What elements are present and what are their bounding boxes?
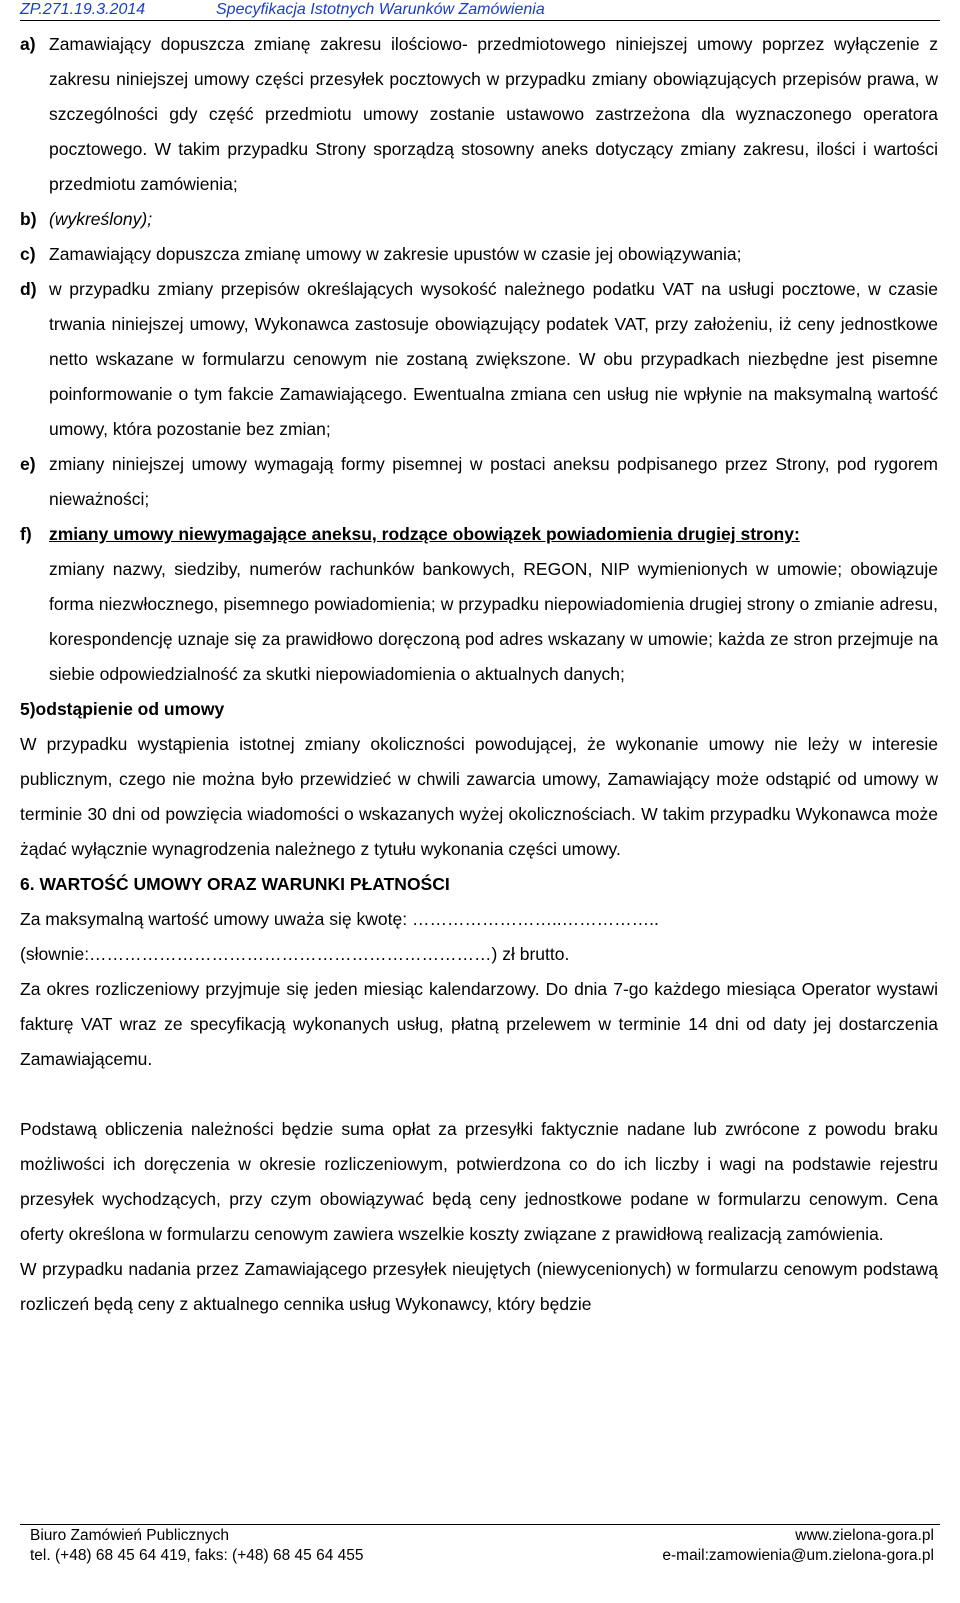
item-text: (wykreślony); bbox=[49, 209, 153, 229]
contract-value-line: Za maksymalną wartość umowy uważa się kwotę: ……………………..…………….. bbox=[20, 909, 659, 929]
item-content bbox=[49, 517, 938, 692]
footer-divider bbox=[20, 1524, 940, 1525]
list-item-e bbox=[20, 447, 938, 517]
item-marker: d) bbox=[20, 279, 37, 299]
list-item-d bbox=[20, 272, 938, 447]
item-heading: zmiany umowy niewymagające aneksu, rodzące obowiązek powiadomienia drugiej strony: bbox=[49, 524, 800, 544]
item-text: w przypadku zmiany przepisów określających wysokość należnego podatku VAT na usługi pocztowe, w czasie trwania niniejszej umowy, Wykonawca zastosuje obowiązujący podatek VAT, przy założeniu, iż ceny jednostkowe netto wskazane w formularzu cenowym nie zostaną zwiększone. W obu przypadkach niezbędne jest pisemne poinformowanie o tym fakcie Zamawiającego. Ewentualna zmiana cen usług nie wpłynie na maksymalną wartość umowy, która pozostanie bez zmian; bbox=[49, 279, 938, 439]
document-reference: ZP.271.19.3.2014 bbox=[20, 1, 146, 18]
item-text: Zamawiający dopuszcza zmianę zakresu ilościowo- przedmiotowego niniejszej umowy poprzez wyłączenie z zakresu niniejszej umowy części przesyłek pocztowych w przypadku zmiany obowiązujących przepisów prawa, w szczególności gdy część przedmiotu umowy zostanie ustawowo zastrzeżona dla wyznaczonego operatora pocztowego. W takim przypadku Strony sporządzą stosowny aneks dotyczący zmiany zakresu, ilości i wartości przedmiotu zamówienia; bbox=[49, 34, 938, 194]
item-text: Zamawiający dopuszcza zmianę umowy w zakresie upustów w czasie jej obowiązywania; bbox=[49, 244, 742, 264]
item-text: zmiany nazwy, siedziby, numerów rachunków bankowych, REGON, NIP wymienionych w umowie; obowiązuje forma niezwłocznego, pisemnego powiadomienia; w przypadku niepowiadomienia drugiej strony o zmianie adresu, korespondencję uznaje się za prawidłowo doręczoną pod adres wskazany w umowie; każda ze stron przejmuje na siebie odpowiedzialność za skutki niepowiadomienia o aktualnych danych; bbox=[49, 559, 938, 684]
item-marker: f) bbox=[20, 524, 32, 544]
section-heading-5: 5)odstąpienie od umowy bbox=[20, 699, 225, 719]
footer-office: Biuro Zamówień Publicznych bbox=[30, 1527, 230, 1544]
list-item-f bbox=[20, 517, 938, 692]
page-header bbox=[20, 0, 940, 20]
list-item-a bbox=[20, 27, 938, 202]
footer-website: www.zielona-gora.pl bbox=[795, 1527, 934, 1544]
item-marker: c) bbox=[20, 244, 36, 264]
unpriced-items-paragraph: W przypadku nadania przez Zamawiającego przesyłek nieujętych (niewycenionych) w formularzu cenowym podstawą rozliczeń będą ceny z aktualnego cennika usług Wykonawcy, który będzie bbox=[20, 1259, 938, 1314]
contract-value-words-line: (słownie:……………………………………………………………) zł brutto. bbox=[20, 944, 570, 964]
list-item-c bbox=[20, 237, 938, 272]
section-5-paragraph: W przypadku wystąpienia istotnej zmiany okoliczności powodującej, że wykonanie umowy nie leży w interesie publicznym, czego nie można było przewidzieć w chwili zawarcia umowy, Zamawiający może odstąpić od umowy w terminie 30 dni od powzięcia wiadomości o wskazanych wyżej okolicznościach. W takim przypadku Wykonawca może żądać wyłącznie wynagrodzenia należnego z tytułu wykonania części umowy. bbox=[20, 734, 938, 859]
section-heading-6: 6. WARTOŚĆ UMOWY ORAZ WARUNKI PŁATNOŚCI bbox=[20, 874, 450, 894]
item-text: zmiany niniejszej umowy wymagają formy pisemnej w postaci aneksu podpisanego przez Strony, pod rygorem nieważności; bbox=[49, 454, 938, 509]
list-item-b bbox=[20, 202, 938, 237]
item-marker: b) bbox=[20, 209, 37, 229]
item-marker: a) bbox=[20, 34, 36, 54]
billing-period-paragraph: Za okres rozliczeniowy przyjmuje się jeden miesiąc kalendarzowy. Do dnia 7-go każdego miesiąca Operator wystawi fakturę VAT wraz ze specyfikacją wykonanych usług, płatną przelewem w terminie 14 dni od daty jej dostarczenia Zamawiającemu. bbox=[20, 979, 938, 1069]
document-title: Specyfikacja Istotnych Warunków Zamówienia bbox=[216, 1, 545, 18]
document-body bbox=[20, 27, 938, 1322]
page-footer bbox=[30, 1526, 934, 1566]
footer-email: e-mail:zamowienia@um.zielona-gora.pl bbox=[662, 1547, 934, 1564]
payment-basis-paragraph: Podstawą obliczenia należności będzie suma opłat za przesyłki faktycznie nadane lub zwrócone z powodu braku możliwości ich doręczenia w okresie rozliczeniowym, potwierdzona co do ich liczby i wagi na podstawie rejestru przesyłek wychodzących, przy czym obowiązywać będą ceny jednostkowe podane w formularzu cenowym. Cena oferty określona w formularzu cenowym zawiera wszelkie koszty związane z prawidłową realizacją zamówienia. bbox=[20, 1119, 938, 1244]
footer-phone: tel. (+48) 68 45 64 419, faks: (+48) 68 45 64 455 bbox=[30, 1547, 364, 1564]
item-marker: e) bbox=[20, 454, 36, 474]
paragraph-spacer bbox=[20, 1077, 938, 1112]
header-divider bbox=[20, 20, 940, 21]
